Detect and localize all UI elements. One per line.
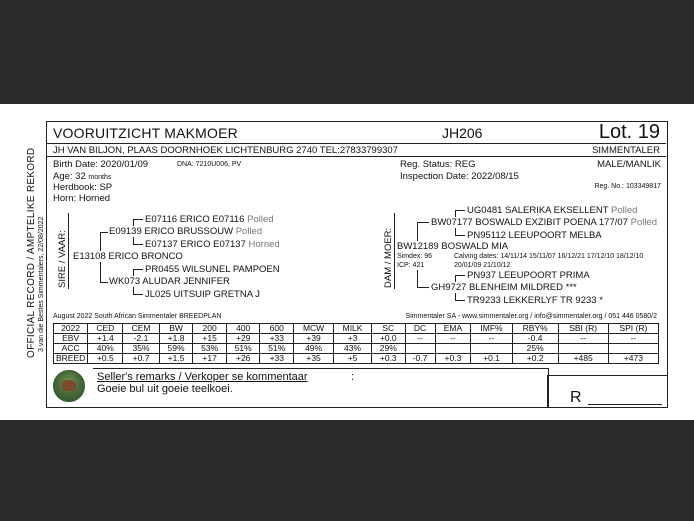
breed-avg-row-cell: +26 — [226, 354, 260, 364]
sire-sire-dam: E07137 ERICO E07137 Horned — [145, 239, 280, 250]
breed-avg-row-cell: +0.3 — [371, 354, 405, 364]
acc-row-cell: 35% — [123, 344, 159, 354]
ebv-row-cell: +1.8 — [159, 334, 193, 344]
dam-dam-dam: TR9233 LEKKERLYF TR 9233 * — [467, 295, 603, 306]
ebv-header-row-cell: MILK — [334, 324, 372, 334]
remarks-colon: : — [351, 371, 355, 383]
ebv-table — [53, 323, 659, 364]
ss-line-down — [133, 237, 134, 244]
ss-line-up — [133, 219, 134, 226]
ebv-row-cell: +15 — [193, 334, 227, 344]
sire-label: SIRE / VAAR: — [57, 230, 68, 288]
sire-sire: E09139 ERICO BRUSSOUW Polled — [109, 226, 263, 237]
ds-line-down-h — [455, 235, 465, 236]
breed-avg-row-cell: +5 — [334, 354, 372, 364]
sex-label: MALE/MANLIK — [597, 159, 661, 170]
generations-note: 3 van die Bestes Simmentalers, 22/08/2022 — [38, 216, 45, 352]
dna-info: DNA: 7210U006, PV — [177, 161, 242, 168]
acc-row-cell: 43% — [334, 344, 372, 354]
ebv-header-row-cell: DC — [405, 324, 435, 334]
age: Age: 32 months — [53, 171, 112, 182]
acc-row-cell: 51% — [226, 344, 260, 354]
dam-dam-sire: PN937 LEEUPOORT PRIMA — [467, 270, 590, 281]
top-dark-band — [0, 0, 694, 104]
dam-calving-dates-2: 20/01/09 21/10/12 — [454, 262, 511, 269]
dam-sire-sire: UG0481 SALERIKA EKSELLENT Polled — [467, 205, 638, 216]
breed-avg-row — [54, 354, 659, 364]
breed-avg-row-cell: +485 — [558, 354, 608, 364]
ebv-row-cell: -0.4 — [512, 334, 558, 344]
dam-icp: ICP: 421 — [397, 262, 425, 269]
breed-avg-row-cell: +0.5 — [88, 354, 123, 364]
ebv-row — [54, 334, 659, 344]
breedplan-note: August 2022 South African Simmentaler BREEDPLAN — [53, 313, 222, 320]
acc-row-cell — [405, 344, 435, 354]
ebv-header-row-cell: IMF% — [471, 324, 513, 334]
ebv-row-cell: -- — [608, 334, 658, 344]
sire-line-down-h — [100, 282, 108, 283]
breed-avg-row-cell: BREED — [54, 354, 88, 364]
society-contact: Simmentaler SA - www.simmentaler.org / info@simmentaler.org / 051 446 0580/2 — [405, 313, 657, 320]
acc-row-cell: 49% — [294, 344, 334, 354]
ebv-row-cell: -- — [558, 334, 608, 344]
lot-card — [46, 121, 668, 408]
acc-row-cell — [435, 344, 471, 354]
remarks-text: Goeie bul uit goeie teelkoei. — [97, 383, 233, 395]
ebv-header-row-cell: BW — [159, 324, 193, 334]
card-header — [47, 122, 666, 144]
acc-row-cell: 25% — [512, 344, 558, 354]
ebv-header-row-cell: SC — [371, 324, 405, 334]
sire-line-up — [100, 232, 101, 251]
sire-sire-sire: E07116 ERICO E07116 Polled — [145, 214, 274, 225]
sire: E13108 ERICO BRONCO — [73, 251, 183, 262]
animal-tag: JH206 — [442, 125, 483, 141]
ebv-header-row — [54, 324, 659, 334]
ebv-row-cell: +33 — [260, 334, 294, 344]
acc-row-cell: 51% — [260, 344, 294, 354]
ebv-header-row-cell: RBY% — [512, 324, 558, 334]
owner-row — [47, 144, 666, 157]
bottom-dark-band — [0, 420, 694, 521]
dam-sire-dam: PN95112 LEEUPOORT MELBA — [467, 230, 602, 241]
dam-line-down — [417, 270, 418, 287]
breed-avg-row-cell: +0.7 — [123, 354, 159, 364]
acc-row-cell: 59% — [159, 344, 193, 354]
ebv-header-row-cell: MCW — [294, 324, 334, 334]
ss-line-up-h — [133, 219, 143, 220]
sd-line-up-h — [133, 269, 143, 270]
ds-line-up — [455, 210, 456, 217]
ebv-row-cell: +29 — [226, 334, 260, 344]
society-logo — [53, 370, 85, 402]
official-record-label: OFFICIAL RECORD / AMPTELIKE REKORD — [26, 147, 37, 358]
inspection-date: Inspection Date: 2022/08/15 — [400, 171, 519, 182]
ebv-row-cell: -- — [471, 334, 513, 344]
dam-simdex: Simdex: 96 — [397, 253, 433, 260]
breed-avg-row-cell: +35 — [294, 354, 334, 364]
dam-dam: GH9727 BLENHEIM MILDRED *** — [431, 282, 577, 293]
acc-row — [54, 344, 659, 354]
breed-avg-row-cell: +473 — [608, 354, 658, 364]
acc-row-cell: 29% — [371, 344, 405, 354]
ebv-row-cell: +1.4 — [88, 334, 123, 344]
remarks-box — [93, 368, 549, 407]
acc-row-cell — [558, 344, 608, 354]
ebv-header-row-cell: 400 — [226, 324, 260, 334]
acc-row-cell: ACC — [54, 344, 88, 354]
ebv-header-row-cell: EMA — [435, 324, 471, 334]
ebv-row-cell: -- — [435, 334, 471, 344]
ebv-header-row-cell: SPI (R) — [608, 324, 658, 334]
dam-line-down-h — [417, 287, 429, 288]
ds-line-down — [455, 228, 456, 235]
dam-sire: BW07177 BOSWALD EXZIBIT POENA 177/07 Polled — [431, 217, 658, 228]
owner-details: JH VAN BILJON, PLAAS DOORNHOEK LICHTENBURG 2740 TEL:27833799307 — [53, 145, 398, 156]
acc-row-cell: 40% — [88, 344, 123, 354]
acc-row-cell — [608, 344, 658, 354]
ebv-row-cell: -- — [405, 334, 435, 344]
sire-dam-sire: PR0455 WILSUNEL PAMPOEN — [145, 264, 280, 275]
breed-avg-row-cell: +0.2 — [512, 354, 558, 364]
acc-row-cell — [471, 344, 513, 354]
breed-avg-row-cell: +17 — [193, 354, 227, 364]
ebv-header-row-cell: CED — [88, 324, 123, 334]
dam-bracket — [394, 213, 395, 289]
ebv-row-cell: -2.1 — [123, 334, 159, 344]
ebv-header-row-cell: 600 — [260, 324, 294, 334]
reg-status: Reg. Status: REG — [400, 159, 476, 170]
dam-calving-dates: Calving dates: 14/11/14 15/11/07 16/12/21 17/12/10 18/12/10 — [454, 253, 644, 260]
ebv-header-row-cell: SBI (R) — [558, 324, 608, 334]
breed-label: SIMMENTALER — [592, 145, 660, 156]
price-entry-line — [588, 404, 662, 405]
dam-line-up-h — [417, 222, 429, 223]
acc-row-cell: 53% — [193, 344, 227, 354]
price-field — [547, 375, 667, 407]
ebv-row-cell: +0.0 — [371, 334, 405, 344]
ebv-header-row-cell: CEM — [123, 324, 159, 334]
breed-avg-row-cell: +0.3 — [435, 354, 471, 364]
ss-line-down-h — [133, 244, 143, 245]
ebv-row-cell: +3 — [334, 334, 372, 344]
ebv-row-cell: +39 — [294, 334, 334, 344]
birth-date: Birth Date: 2020/01/09 — [53, 159, 149, 170]
currency-symbol: R — [570, 389, 582, 406]
registration-number: Reg. No.: 103349817 — [594, 183, 661, 190]
sd-line-up — [133, 269, 134, 276]
horn-status: Horn: Horned — [53, 193, 111, 204]
sire-bracket — [68, 213, 69, 289]
dd-line-up-h — [455, 275, 465, 276]
animal-name: VOORUITZICHT MAKMOER — [53, 125, 238, 141]
sire-line-down — [100, 262, 101, 282]
breed-avg-row-cell: -0.7 — [405, 354, 435, 364]
sire-dam-dam: JL025 UITSUIP GRETNA J — [145, 289, 260, 300]
remarks-title: Seller's remarks / Verkoper se kommentaar — [97, 371, 308, 383]
sd-line-down-h — [133, 294, 143, 295]
dam-label: DAM / MOER: — [383, 227, 394, 288]
dd-line-down — [455, 293, 456, 300]
sire-line-up-h — [100, 232, 108, 233]
breed-avg-row-cell: +33 — [260, 354, 294, 364]
sire-dam: WK073 ALUDAR JENNIFER — [109, 276, 230, 287]
breed-avg-row-cell: +0.1 — [471, 354, 513, 364]
dd-line-up — [455, 275, 456, 282]
ebv-header-row-cell: 200 — [193, 324, 227, 334]
dam: BW12189 BOSWALD MIA — [397, 241, 509, 252]
ebv-header-row-cell: 2022 — [54, 324, 88, 334]
ds-line-up-h — [455, 210, 465, 211]
dd-line-down-h — [455, 300, 465, 301]
dam-line-up — [417, 222, 418, 241]
herdbook: Herdbook: SP — [53, 182, 113, 193]
breed-avg-row-cell: +1.5 — [159, 354, 193, 364]
sd-line-down — [133, 287, 134, 294]
lot-number: Lot. 19 — [598, 121, 660, 143]
ebv-row-cell: EBV — [54, 334, 88, 344]
cattle-emblem-icon — [62, 380, 76, 391]
